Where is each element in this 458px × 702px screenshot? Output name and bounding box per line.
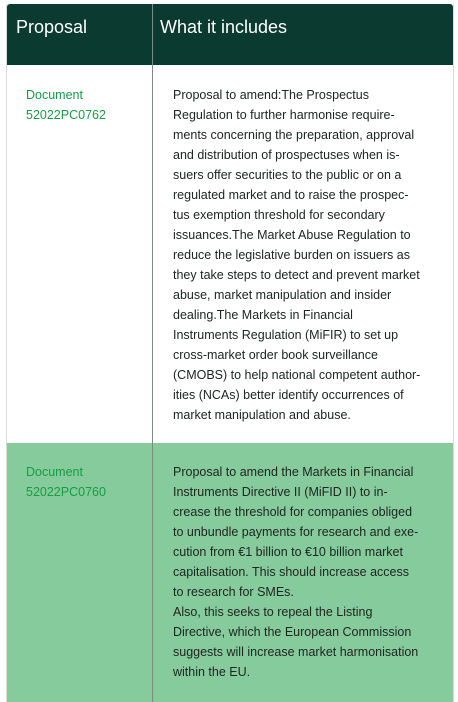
description-line: abuse, market manipulation and insider bbox=[173, 288, 392, 302]
description-line: to research for SMEs. bbox=[173, 585, 294, 599]
description-line: issuances.The Market Abuse Regulation to bbox=[173, 228, 411, 242]
description-line: Instruments Directive II (MiFID II) to in- bbox=[173, 485, 388, 499]
description-line: capitalisation. This should increase access bbox=[173, 565, 410, 579]
description-line: Instruments Regulation (MiFIR) to set up bbox=[173, 328, 399, 342]
description-line: market manipulation and abuse. bbox=[173, 408, 351, 422]
header-what-it-includes: What it includes bbox=[160, 17, 288, 37]
description-line: to unbundle payments for research and exe- bbox=[173, 525, 419, 539]
description-line: ities (NCAs) better identify occurrences of bbox=[173, 388, 404, 402]
document-link[interactable] bbox=[26, 462, 106, 502]
proposal-description bbox=[173, 85, 439, 425]
table-row bbox=[7, 65, 453, 443]
description-line: Proposal to amend the Markets in Financial bbox=[173, 465, 414, 479]
document-link[interactable] bbox=[26, 85, 106, 125]
column-divider bbox=[152, 4, 153, 702]
description-line: reduce the legislative burden on issuers as bbox=[173, 248, 410, 262]
description-line: Regulation to further harmonise require- bbox=[173, 108, 395, 122]
description-line: and distribution of prospectuses when is- bbox=[173, 148, 400, 162]
document-label: Document bbox=[26, 465, 83, 479]
description-line: Proposal to amend:The Prospectus bbox=[173, 88, 369, 102]
proposal-description bbox=[173, 462, 439, 682]
document-code: 52022PC0762 bbox=[26, 108, 106, 122]
description-line: (CMOBS) to help national competent author- bbox=[173, 368, 421, 382]
header-proposal: Proposal bbox=[16, 17, 88, 37]
description-line: suggests will increase market harmonisation bbox=[173, 645, 419, 659]
description-line: they take steps to detect and prevent market bbox=[173, 268, 420, 282]
document-code: 52022PC0760 bbox=[26, 485, 106, 499]
description-line: crease the threshold for companies obliged bbox=[173, 505, 413, 519]
description-line: cross-market order book surveillance bbox=[173, 348, 378, 362]
description-line: dealing.The Markets in Financial bbox=[173, 308, 353, 322]
description-line: ments concerning the preparation, approval bbox=[173, 128, 415, 142]
description-line: cution from €1 billion to €10 billion market bbox=[173, 545, 403, 559]
description-line: within the EU. bbox=[173, 665, 251, 679]
description-line: regulated market and to raise the prospec- bbox=[173, 188, 409, 202]
table-row bbox=[7, 443, 453, 702]
description-line: suers offer securities to the public or on a bbox=[173, 168, 402, 182]
description-line: Also, this seeks to repeal the Listing bbox=[173, 605, 373, 619]
document-label: Document bbox=[26, 88, 83, 102]
proposals-table bbox=[6, 4, 454, 702]
description-line: tus exemption threshold for secondary bbox=[173, 208, 385, 222]
description-line: Directive, which the European Commission bbox=[173, 625, 412, 639]
table-header bbox=[7, 4, 453, 65]
